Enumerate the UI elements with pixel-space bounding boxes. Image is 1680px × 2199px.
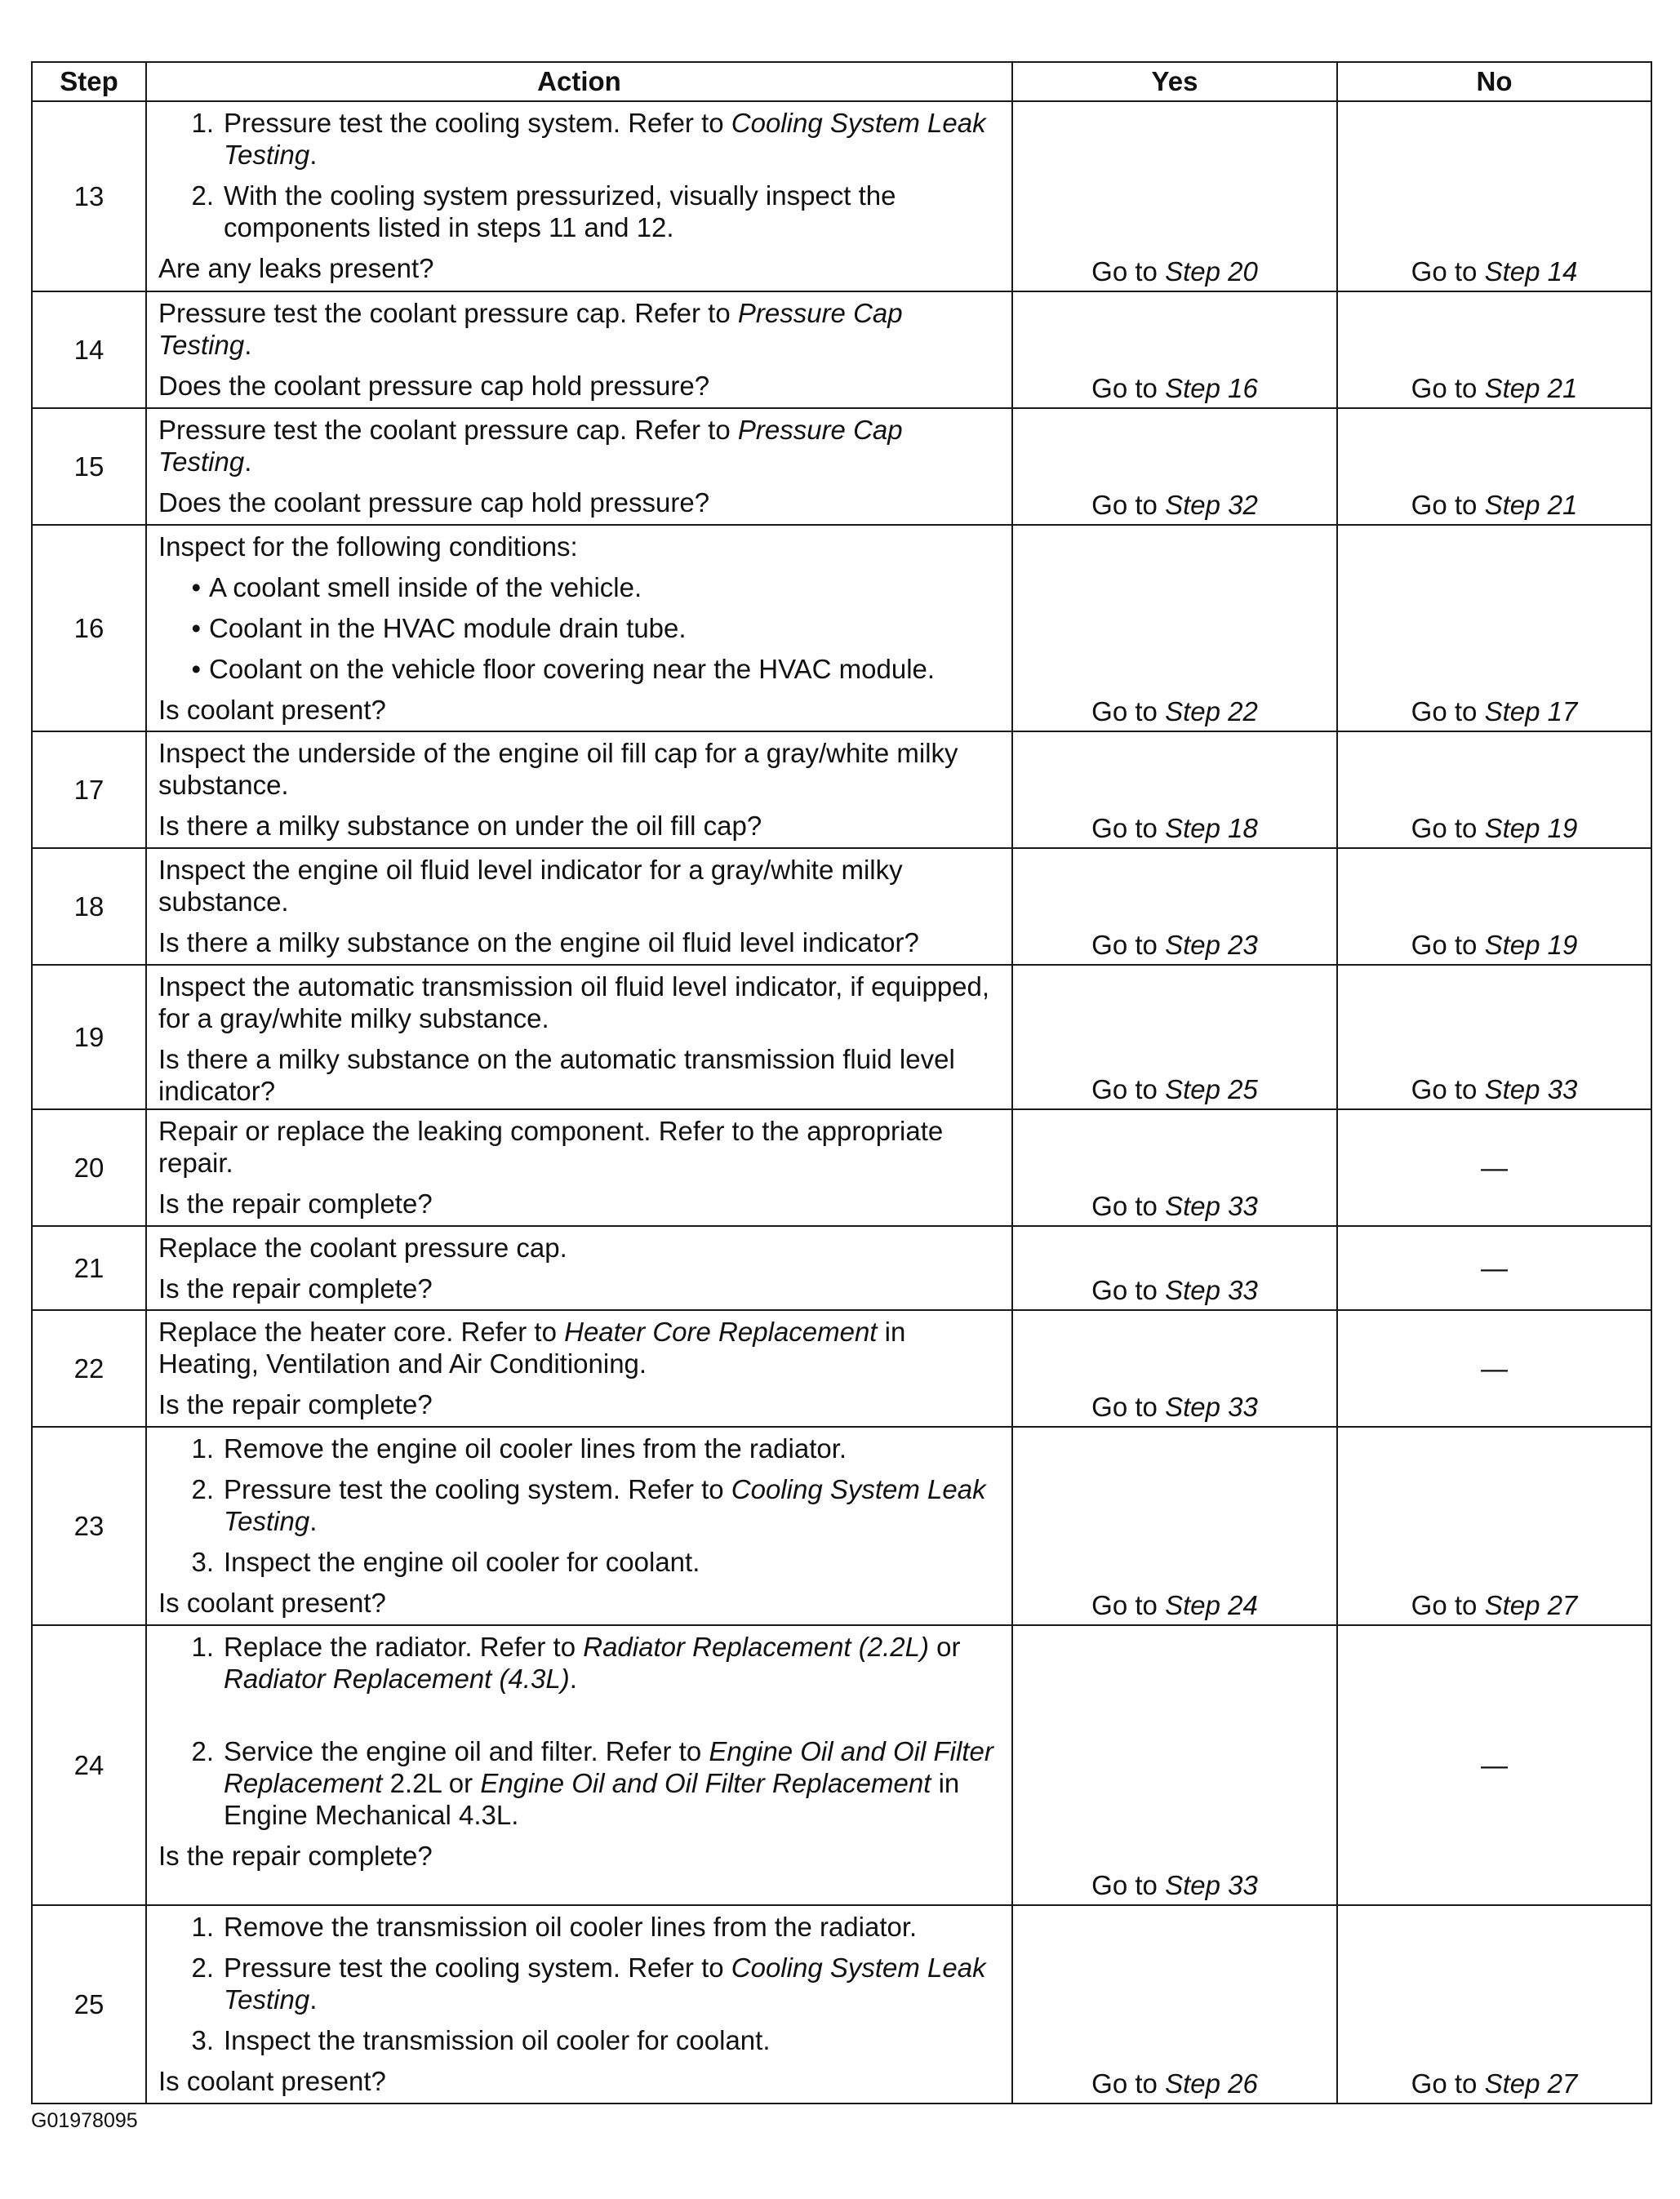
text-segment: or — [928, 1632, 961, 1662]
item-text — [209, 653, 1003, 685]
goto-prefix: Go to — [1091, 490, 1166, 520]
step-number: 15 — [32, 408, 146, 525]
item-number: 1. — [191, 1433, 214, 1464]
step-link-no[interactable]: Step 33 — [1484, 1074, 1578, 1104]
text-segment: Pressure test the coolant pressure cap. Refer to — [158, 415, 738, 445]
action-paragraph — [158, 854, 1003, 917]
yes-cell — [1012, 408, 1337, 525]
step-number: 20 — [32, 1109, 146, 1226]
step-number: 23 — [32, 1427, 146, 1625]
text-segment: Inspect the engine oil fluid level indicator for a gray/white milky substance. — [158, 855, 903, 917]
no-cell-dash: — — [1337, 1226, 1651, 1310]
text-segment: 2.2L or — [382, 1768, 481, 1798]
text-segment: Pressure test the coolant pressure cap. Refer to — [158, 298, 738, 328]
text-segment: Repair or replace the leaking component. Refer to the appropriate repair. — [158, 1116, 944, 1178]
action-cell — [146, 1109, 1012, 1226]
goto-prefix: Go to — [1091, 256, 1166, 287]
text-segment: Pressure test the cooling system. Refer to — [224, 1952, 731, 1983]
step-number: 19 — [32, 965, 146, 1109]
item-text — [224, 1911, 1003, 1943]
step-number: 18 — [32, 848, 146, 965]
reference-title: Cooling System Leak Testing — [224, 108, 986, 170]
yes-cell — [1012, 1905, 1337, 2103]
yes-cell — [1012, 965, 1337, 1109]
goto-prefix: Go to — [1411, 1590, 1485, 1620]
step-link-yes[interactable]: Step 32 — [1165, 490, 1258, 520]
action-paragraph — [158, 414, 1003, 478]
action-question: Are any leaks present? — [158, 253, 434, 283]
step-link-yes[interactable]: Step 33 — [1165, 1275, 1258, 1305]
table-row — [32, 848, 1651, 965]
item-number: 1. — [191, 1632, 214, 1662]
action-question: Is the repair complete? — [158, 1841, 433, 1871]
action-cell — [146, 101, 1012, 291]
reference-title: Engine Oil and Oil Filter Replacement — [480, 1768, 931, 1798]
table-row — [32, 1226, 1651, 1310]
text-segment: . — [244, 446, 252, 477]
item-text — [224, 1546, 1003, 1578]
action-cell — [146, 291, 1012, 408]
step-link-yes[interactable]: Step 33 — [1165, 1392, 1258, 1422]
text-segment: Inspect the engine oil cooler for coolant. — [224, 1547, 700, 1577]
action-question: Does the coolant pressure cap hold pressure? — [158, 487, 710, 518]
action-paragraph — [158, 971, 1003, 1034]
diagnostic-table-container — [31, 61, 1651, 2104]
figure-id: G01978095 — [31, 2109, 138, 2132]
text-segment: . — [309, 1506, 318, 1536]
step-link-yes[interactable]: Step 24 — [1165, 1590, 1258, 1620]
goto-prefix: Go to — [1411, 490, 1485, 520]
item-text — [224, 2024, 1003, 2056]
yes-cell — [1012, 1109, 1337, 1226]
step-link-yes[interactable]: Step 33 — [1165, 1191, 1258, 1221]
step-number: 24 — [32, 1625, 146, 1905]
table-row — [32, 965, 1651, 1109]
goto-prefix: Go to — [1091, 1870, 1166, 1900]
step-link-no[interactable]: Step 27 — [1484, 1590, 1578, 1620]
goto-prefix: Go to — [1411, 813, 1485, 843]
action-cell — [146, 1427, 1012, 1625]
yes-cell — [1012, 525, 1337, 731]
item-text — [224, 1952, 1003, 2015]
text-segment: Inspect the automatic transmission oil fluid level indicator, if equipped, for a gray/white milky substance. — [158, 971, 990, 1033]
yes-cell — [1012, 1427, 1337, 1625]
item-number: 2. — [191, 1736, 214, 1766]
yes-cell — [1012, 1310, 1337, 1427]
bullet-item — [158, 571, 1003, 603]
action-paragraph — [158, 1232, 1003, 1264]
header-yes: Yes — [1012, 62, 1337, 101]
table-row — [32, 1310, 1651, 1427]
goto-prefix: Go to — [1411, 2068, 1485, 2099]
action-cell — [146, 1905, 1012, 2103]
diagnostic-table — [31, 61, 1652, 2104]
header-step: Step — [32, 62, 146, 101]
action-question: Does the coolant pressure cap hold pressure? — [158, 371, 710, 401]
step-link-yes[interactable]: Step 18 — [1165, 813, 1258, 843]
item-number: 1. — [191, 1912, 214, 1942]
step-link-yes[interactable]: Step 25 — [1165, 1074, 1258, 1104]
table-row — [32, 1625, 1651, 1905]
goto-prefix: Go to — [1411, 256, 1485, 287]
goto-prefix: Go to — [1091, 1590, 1166, 1620]
yes-cell — [1012, 848, 1337, 965]
no-cell — [1337, 1905, 1651, 2103]
text-segment: . — [569, 1664, 577, 1694]
goto-prefix: Go to — [1091, 2068, 1166, 2099]
item-number: 3. — [191, 1547, 214, 1577]
reference-title: Cooling System Leak Testing — [224, 1474, 986, 1536]
item-text — [224, 1473, 1003, 1537]
text-segment: in Engine Mechanical 4.3L. — [224, 1768, 960, 1830]
no-cell — [1337, 101, 1651, 291]
numbered-item — [158, 107, 1003, 171]
table-row — [32, 1905, 1651, 2103]
action-question: Is coolant present? — [158, 1588, 386, 1618]
text-segment: . — [309, 1984, 318, 2015]
no-cell — [1337, 525, 1651, 731]
numbered-item — [158, 180, 1003, 243]
step-link-yes[interactable]: Step 26 — [1165, 2068, 1258, 2099]
bullet-item — [158, 653, 1003, 685]
numbered-item — [158, 1631, 1003, 1695]
table-row — [32, 101, 1651, 291]
text-segment: Pressure test the cooling system. Refer to — [224, 108, 731, 138]
header-action: Action — [146, 62, 1012, 101]
yes-cell — [1012, 1226, 1337, 1310]
action-question: Is coolant present? — [158, 2066, 386, 2096]
step-number: 22 — [32, 1310, 146, 1427]
step-link-no[interactable]: Step 21 — [1484, 490, 1578, 520]
step-link-yes[interactable]: Step 16 — [1165, 373, 1258, 403]
no-cell — [1337, 965, 1651, 1109]
reference-title: Cooling System Leak Testing — [224, 1952, 986, 2015]
no-cell — [1337, 408, 1651, 525]
action-question: Is the repair complete? — [158, 1273, 433, 1304]
action-cell — [146, 1226, 1012, 1310]
action-cell — [146, 1625, 1012, 1905]
action-cell — [146, 731, 1012, 848]
goto-prefix: Go to — [1411, 930, 1485, 960]
numbered-item — [158, 1911, 1003, 1943]
yes-cell — [1012, 291, 1337, 408]
step-link-yes[interactable]: Step 33 — [1165, 1870, 1258, 1900]
numbered-item — [158, 1433, 1003, 1464]
numbered-item — [158, 1735, 1003, 1831]
item-text — [224, 180, 1003, 243]
numbered-item — [158, 1546, 1003, 1578]
goto-prefix: Go to — [1091, 373, 1166, 403]
bullet-item — [158, 612, 1003, 644]
goto-prefix: Go to — [1411, 1074, 1485, 1104]
text-segment: Replace the heater core. Refer to — [158, 1317, 565, 1347]
text-segment: Pressure test the cooling system. Refer to — [224, 1474, 731, 1504]
text-segment: A coolant smell inside of the vehicle. — [209, 572, 642, 602]
item-text — [224, 1433, 1003, 1464]
goto-prefix: Go to — [1091, 930, 1166, 960]
step-link-no[interactable]: Step 21 — [1484, 373, 1578, 403]
step-number: 13 — [32, 101, 146, 291]
step-link-no[interactable]: Step 14 — [1484, 256, 1578, 287]
goto-prefix: Go to — [1091, 696, 1166, 726]
goto-prefix: Go to — [1091, 1275, 1166, 1305]
item-number: 3. — [191, 2025, 214, 2055]
step-number: 21 — [32, 1226, 146, 1310]
step-link-yes[interactable]: Step 20 — [1165, 256, 1258, 287]
text-segment: Replace the coolant pressure cap. — [158, 1233, 567, 1263]
text-segment: Coolant in the HVAC module drain tube. — [209, 613, 687, 643]
numbered-item — [158, 2024, 1003, 2056]
action-cell — [146, 848, 1012, 965]
yes-cell — [1012, 101, 1337, 291]
item-text — [224, 1631, 1003, 1695]
goto-prefix: Go to — [1091, 1392, 1166, 1422]
step-link-yes[interactable]: Step 23 — [1165, 930, 1258, 960]
step-number: 14 — [32, 291, 146, 408]
action-paragraph — [158, 531, 1003, 562]
reference-title: Pressure Cap Testing — [158, 415, 903, 477]
action-paragraph — [158, 1316, 1003, 1379]
step-number: 17 — [32, 731, 146, 848]
action-question: Is coolant present? — [158, 695, 386, 725]
item-number: 1. — [191, 108, 214, 138]
table-body — [32, 101, 1651, 2103]
no-cell-dash: — — [1337, 1109, 1651, 1226]
text-segment: Service the engine oil and filter. Refer to — [224, 1736, 709, 1766]
table-row — [32, 408, 1651, 525]
item-text — [209, 571, 1003, 603]
yes-cell — [1012, 731, 1337, 848]
goto-prefix: Go to — [1091, 1191, 1166, 1221]
step-number: 25 — [32, 1905, 146, 2103]
text-segment: Remove the engine oil cooler lines from the radiator. — [224, 1433, 847, 1464]
table-header-row — [32, 62, 1651, 101]
action-question: Is there a milky substance on under the oil fill cap? — [158, 811, 762, 841]
text-segment: Inspect the underside of the engine oil fill cap for a gray/white milky substance. — [158, 738, 958, 800]
action-question: Is the repair complete? — [158, 1188, 433, 1219]
goto-prefix: Go to — [1091, 1074, 1166, 1104]
table-row — [32, 731, 1651, 848]
text-segment: Replace the radiator. Refer to — [224, 1632, 584, 1662]
table-row — [32, 291, 1651, 408]
step-link-no[interactable]: Step 19 — [1484, 930, 1578, 960]
no-cell — [1337, 291, 1651, 408]
step-link-no[interactable]: Step 17 — [1484, 696, 1578, 726]
text-segment: Remove the transmission oil cooler lines from the radiator. — [224, 1912, 918, 1942]
item-number: 2. — [191, 1474, 214, 1504]
reference-title: Heater Core Replacement — [564, 1317, 878, 1347]
step-number: 16 — [32, 525, 146, 731]
action-paragraph — [158, 1115, 1003, 1179]
text-segment: Coolant on the vehicle floor covering near the HVAC module. — [209, 654, 936, 684]
table-row — [32, 1427, 1651, 1625]
goto-prefix: Go to — [1091, 813, 1166, 843]
no-cell — [1337, 731, 1651, 848]
text-segment: With the cooling system pressurized, visually inspect the components listed in steps 11 and 12. — [224, 180, 896, 242]
no-cell-dash: — — [1337, 1625, 1651, 1905]
numbered-item — [158, 1473, 1003, 1537]
reference-title: Pressure Cap Testing — [158, 298, 903, 360]
item-number: 2. — [191, 180, 214, 211]
action-cell — [146, 1310, 1012, 1427]
step-link-yes[interactable]: Step 22 — [1165, 696, 1258, 726]
no-cell — [1337, 1427, 1651, 1625]
reference-title: Engine Oil and Oil Filter Replacement — [224, 1736, 993, 1798]
bullet-marker: • — [191, 572, 201, 602]
action-paragraph — [158, 737, 1003, 801]
bullet-marker: • — [191, 654, 201, 684]
text-segment: Inspect for the following conditions: — [158, 531, 578, 562]
action-cell — [146, 408, 1012, 525]
step-link-no[interactable]: Step 19 — [1484, 813, 1578, 843]
action-question: Is there a milky substance on the automatic transmission fluid level indicator? — [158, 1044, 955, 1106]
text-segment: in Heating, Ventilation and Air Conditioning. — [158, 1317, 906, 1379]
reference-title: Radiator Replacement (2.2L) — [583, 1632, 929, 1662]
text-segment: . — [309, 140, 318, 170]
goto-prefix: Go to — [1411, 373, 1485, 403]
step-link-no[interactable]: Step 27 — [1484, 2068, 1578, 2099]
table-row — [32, 525, 1651, 731]
bullet-marker: • — [191, 613, 201, 643]
item-text — [224, 107, 1003, 171]
item-number: 2. — [191, 1952, 214, 1983]
item-text — [224, 1735, 1003, 1831]
reference-title: Radiator Replacement (4.3L) — [224, 1664, 570, 1694]
text-segment: Inspect the transmission oil cooler for coolant. — [224, 2025, 771, 2055]
item-text — [209, 612, 1003, 644]
numbered-item — [158, 1952, 1003, 2015]
action-question: Is the repair complete? — [158, 1389, 433, 1419]
no-cell — [1337, 848, 1651, 965]
yes-cell — [1012, 1625, 1337, 1905]
header-no: No — [1337, 62, 1651, 101]
goto-prefix: Go to — [1411, 696, 1485, 726]
action-question: Is there a milky substance on the engine oil fluid level indicator? — [158, 927, 919, 957]
table-row — [32, 1109, 1651, 1226]
action-paragraph — [158, 297, 1003, 361]
action-cell — [146, 525, 1012, 731]
text-segment: . — [244, 330, 252, 360]
action-cell — [146, 965, 1012, 1109]
no-cell-dash: — — [1337, 1310, 1651, 1427]
